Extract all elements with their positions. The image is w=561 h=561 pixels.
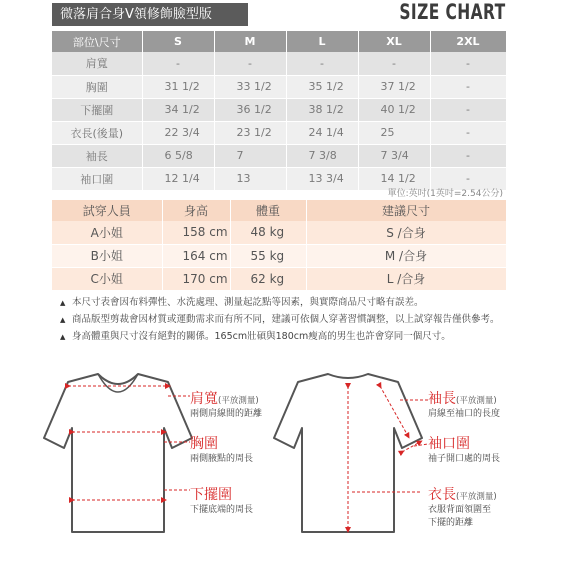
product-title: 微落肩合身V領修飾臉型版 [52, 3, 248, 26]
table-cell: 12 1/4 [142, 167, 214, 190]
table-row [52, 244, 506, 267]
table-cell: - [430, 52, 506, 75]
fit-person: B小姐 [52, 244, 162, 267]
length-label: 衣長 [428, 487, 456, 503]
hem-annotation [190, 484, 253, 517]
shoulder-label: 肩寬 [190, 391, 218, 407]
table-row [52, 144, 506, 167]
table-row [52, 52, 506, 75]
cuff-desc: 袖子開口處的周長 [428, 454, 501, 464]
table-cell: 22 3/4 [142, 121, 214, 144]
notes-list [60, 296, 520, 347]
fit-col-size: 建議尺寸 [306, 200, 506, 221]
size-col-l: L [286, 31, 358, 52]
size-col-s: S [142, 31, 214, 52]
row-label: 衣長(後量) [52, 121, 142, 144]
table-cell: 14 1/2 [358, 167, 430, 190]
cuff-annotation [428, 433, 500, 466]
table-cell: 13 3/4 [286, 167, 358, 190]
table-row [52, 75, 506, 98]
table-cell: - [358, 52, 430, 75]
table-cell: 33 1/2 [214, 75, 286, 98]
table-cell: - [430, 75, 506, 98]
table-cell: 31 1/2 [142, 75, 214, 98]
note-text: 身高體重與尺寸沒有絕對的關係。165cm壯碩與180cm瘦高的男生也許會穿同一個尺寸。 [72, 331, 451, 342]
table-row [52, 221, 506, 244]
table-row [52, 98, 506, 121]
table-cell: 40 1/2 [358, 98, 430, 121]
hem-desc: 下擺底端的周長 [190, 505, 254, 515]
table-cell: 38 1/2 [286, 98, 358, 121]
fit-person: C小姐 [52, 267, 162, 290]
table-cell: - [430, 98, 506, 121]
table-cell: 7 [214, 144, 286, 167]
title-bar [52, 0, 506, 29]
table-cell: 13 [214, 167, 286, 190]
size-col-xl: XL [358, 31, 430, 52]
table-cell: - [430, 144, 506, 167]
fit-col-person: 試穿人員 [52, 200, 162, 221]
front-shirt-icon [44, 374, 192, 532]
table-cell: 36 1/2 [214, 98, 286, 121]
fit-weight: 55 kg [230, 244, 306, 267]
size-corner-cell: 部位\尺寸 [52, 31, 142, 52]
length-annotation [428, 484, 497, 530]
table-cell: 34 1/2 [142, 98, 214, 121]
fit-height: 164 cm [162, 244, 230, 267]
fit-table [52, 200, 507, 291]
table-cell: 23 1/2 [214, 121, 286, 144]
triangle-bullet-icon: ▲ [60, 299, 66, 307]
fit-size: L /合身 [306, 267, 506, 290]
chart-title: SIZE CHART [399, 0, 506, 24]
fit-height: 170 cm [162, 267, 230, 290]
table-cell: 35 1/2 [286, 75, 358, 98]
sleeve-desc: 肩線至袖口的長度 [428, 409, 501, 419]
row-label: 袖長 [52, 144, 142, 167]
length-desc-2: 下擺的距離 [428, 518, 474, 528]
triangle-bullet-icon: ▲ [60, 316, 66, 324]
table-cell: 6 5/8 [142, 144, 214, 167]
length-method: (平放測量) [456, 492, 497, 502]
note-item [60, 313, 520, 327]
unit-note: 單位:英吋(1英吋=2.54公分) [387, 189, 503, 199]
table-cell: 37 1/2 [358, 75, 430, 98]
table-cell: - [214, 52, 286, 75]
table-cell: - [430, 121, 506, 144]
table-cell: 24 1/4 [286, 121, 358, 144]
note-text: 商品版型剪裁會因材質或運動需求而有所不同，建議可依個人穿著習慣調整，以上試穿報告僅供參考。 [72, 314, 500, 325]
sleeve-label: 袖長 [428, 391, 456, 407]
table-cell: - [286, 52, 358, 75]
table-cell: 7 3/4 [358, 144, 430, 167]
shoulder-method: (平放測量) [218, 396, 259, 406]
note-text: 本尺寸表會因布料彈性、水洗處理、測量起訖點等因素，與實際商品尺寸略有誤差。 [72, 297, 424, 308]
fit-weight: 48 kg [230, 221, 306, 244]
sleeve-annotation [428, 388, 500, 421]
table-row [52, 121, 506, 144]
chest-desc: 兩側腋點的周長 [190, 454, 254, 464]
row-label: 肩寬 [52, 52, 142, 75]
chest-label: 胸圍 [190, 436, 218, 452]
row-label: 下擺圍 [52, 98, 142, 121]
note-item [60, 330, 520, 344]
fit-size: M /合身 [306, 244, 506, 267]
table-row [52, 267, 506, 290]
size-table [52, 31, 507, 191]
triangle-bullet-icon: ▲ [60, 333, 66, 341]
fit-col-height: 身高 [162, 200, 230, 221]
row-label: 胸圍 [52, 75, 142, 98]
fit-col-weight: 體重 [230, 200, 306, 221]
shoulder-desc: 兩側肩線間的距離 [190, 409, 263, 419]
fit-height: 158 cm [162, 221, 230, 244]
table-cell: - [430, 167, 506, 190]
row-label: 袖口圍 [52, 167, 142, 190]
length-desc-1: 衣服背面領圍至 [428, 505, 492, 515]
fit-person: A小姐 [52, 221, 162, 244]
chest-annotation [190, 433, 253, 466]
note-item [60, 296, 520, 310]
fit-weight: 62 kg [230, 267, 306, 290]
table-cell: - [142, 52, 214, 75]
shoulder-annotation [190, 388, 262, 421]
size-col-m: M [214, 31, 286, 52]
hem-label: 下擺圍 [190, 487, 232, 503]
table-cell: 25 [358, 121, 430, 144]
size-header-row [52, 31, 506, 52]
fit-size: S /合身 [306, 221, 506, 244]
size-col-2xl: 2XL [430, 31, 506, 52]
sleeve-method: (平放測量) [456, 396, 497, 406]
table-cell: 7 3/8 [286, 144, 358, 167]
fit-header-row [52, 200, 506, 221]
cuff-label: 袖口圍 [428, 436, 470, 452]
